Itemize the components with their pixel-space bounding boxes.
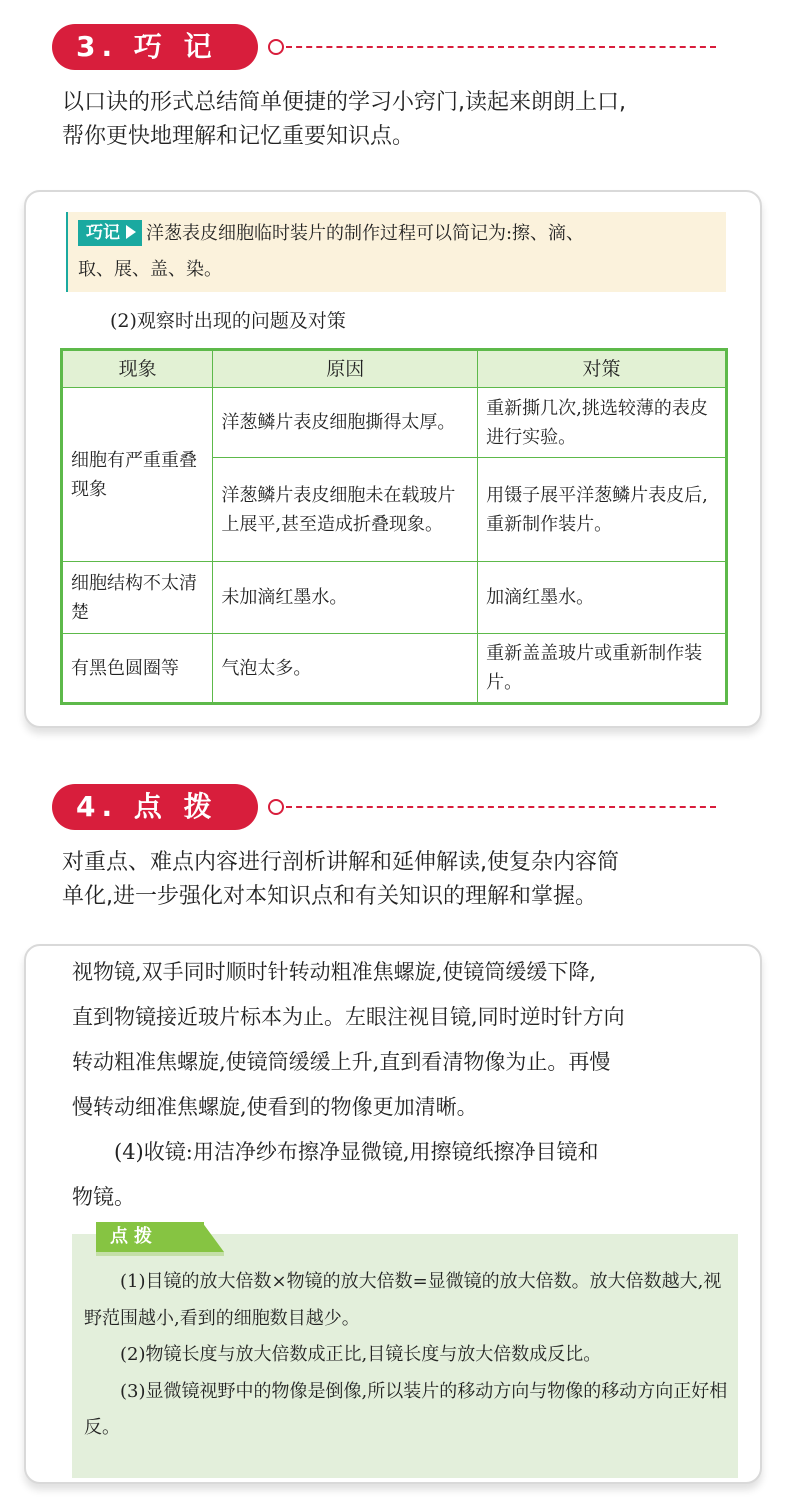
body-line: 视物镜,双手同时顺时针转动粗准焦螺旋,使镜筒缓缓下降,: [72, 960, 597, 984]
body-line: 物镜。: [72, 1185, 135, 1209]
tip-paragraph: (2)物镜长度与放大倍数成正比,目镜长度与放大倍数成反比。: [120, 1344, 602, 1365]
table-header: 原因: [213, 350, 478, 388]
subheading: (2)观察时出现的问题及对策: [110, 310, 346, 332]
cause-cell: 洋葱鳞片表皮细胞撕得太厚。: [213, 388, 478, 458]
card-dianbo: [24, 944, 762, 1484]
phenomenon-cell: 细胞有严重重叠现象: [62, 388, 213, 562]
intro-line: 帮你更快地理解和记忆重要知识点。: [62, 124, 415, 149]
tag-underline: [96, 1252, 224, 1256]
tip-paragraph: (3)显微镜视野中的物像是倒像,所以装片的移动方向与物像的移动方向正好相反。: [84, 1380, 728, 1438]
body-line: 转动粗准焦螺旋,使镜筒缓缓上升,直到看清物像为止。再慢: [72, 1050, 611, 1074]
tip-text: 洋葱表皮细胞临时装片的制作过程可以简记为:擦、滴、: [146, 223, 585, 244]
tip-text: 取、展、盖、染。: [78, 259, 222, 280]
tip-paragraph: (1)目镜的放大倍数×物镜的放大倍数=显微镜的放大倍数。放大倍数越大,视野范围越小,看到的细胞数目越少。: [84, 1271, 722, 1329]
table-header: 对策: [478, 350, 727, 388]
countermeasure-table: [60, 348, 728, 705]
solution-cell: 用镊子展平洋葱鳞片表皮后,重新制作装片。: [478, 458, 727, 562]
body-line: 直到物镜接近玻片标本为止。左眼注视目镜,同时逆时针方向: [72, 1005, 625, 1029]
intro-line: 以口诀的形式总结简单便捷的学习小窍门,读起来朗朗上口,: [62, 90, 626, 115]
dashed-divider: [286, 806, 716, 808]
cause-cell: 未加滴红墨水。: [213, 562, 478, 634]
tip-tag-label: 巧记: [86, 223, 120, 243]
solution-cell: 重新撕几次,挑选较薄的表皮进行实验。: [478, 388, 727, 458]
solution-cell: 重新盖盖玻片或重新制作装片。: [478, 634, 727, 704]
body-line: (4)收镜:用洁净纱布擦净显微镜,用擦镜纸擦净目镜和: [114, 1140, 599, 1164]
section-4-intro: [62, 846, 742, 914]
body-line: 慢转动细准焦螺旋,使看到的物像更加清晰。: [72, 1095, 478, 1119]
table-row: [62, 634, 727, 704]
phenomenon-cell: 有黑色圆圈等: [62, 634, 213, 704]
intro-line: 对重点、难点内容进行剖析讲解和延伸解读,使复杂内容简: [62, 850, 619, 875]
card-qiaoji: [24, 190, 762, 728]
circle-icon: [268, 39, 284, 55]
play-arrow-icon: [126, 225, 136, 239]
cause-cell: 气泡太多。: [213, 634, 478, 704]
dianbo-tag: [96, 1222, 224, 1252]
section-3-intro: [62, 86, 742, 154]
table-header-row: [62, 350, 727, 388]
section-3-title: 3. 巧 记: [52, 24, 258, 70]
section-4-title: 4. 点 拨: [52, 784, 258, 830]
intro-line: 单化,进一步强化对本知识点和有关知识的理解和掌握。: [62, 884, 597, 909]
section-4-header: [52, 784, 722, 830]
dianbo-tag-label: 点拨: [96, 1222, 204, 1252]
tip-tag: [78, 220, 142, 246]
solution-cell: 加滴红墨水。: [478, 562, 727, 634]
tip-box: [68, 212, 726, 292]
circle-icon: [268, 799, 284, 815]
phenomenon-cell: 细胞结构不太清楚: [62, 562, 213, 634]
tag-tip: [202, 1222, 224, 1252]
body-text: [72, 950, 752, 1220]
table-row: [62, 562, 727, 634]
table-header: 现象: [62, 350, 213, 388]
table-row: [62, 388, 727, 458]
section-3-header: [52, 24, 722, 70]
dashed-divider: [286, 46, 716, 48]
cause-cell: 洋葱鳞片表皮细胞未在载玻片上展平,甚至造成折叠现象。: [213, 458, 478, 562]
dianbo-text: [84, 1264, 734, 1447]
